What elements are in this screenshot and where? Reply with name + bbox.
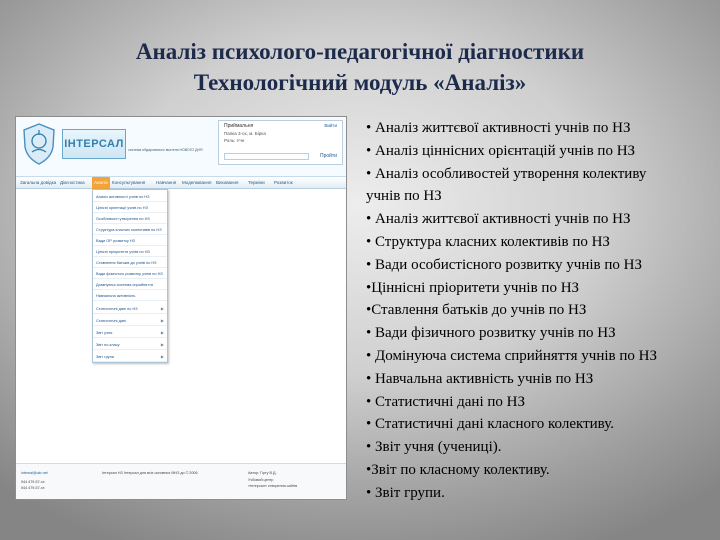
menu-item-consulting[interactable]: Консультування [112, 180, 146, 185]
dropdown-item[interactable] [93, 258, 167, 268]
dropdown-item-label: Вади фізичного розвитку учнів по НЗ [96, 271, 163, 276]
dropdown-item-label: Навчальна активність [96, 293, 136, 298]
menu-item-analysis[interactable]: Аналіз [92, 177, 110, 189]
dropdown-item-label: Звіт по класу [96, 342, 120, 347]
login-line-3: Роль: Учн [224, 138, 245, 143]
dropdown-item-label: Домінуюча система сприйняття [96, 282, 153, 287]
menu-item-modeling[interactable]: Моделювання [182, 180, 212, 185]
bullet-item: • Аналіз ціннісних орієнтацій учнів по НЗ [366, 142, 636, 159]
footer-copyright: Інтерсал НЗ Інтерсал для всіх основних МНЗ до © 2006 [102, 471, 198, 475]
menu-item-terms[interactable]: Терміни [248, 180, 265, 185]
menu-item-upbringing[interactable]: Виховання [216, 180, 239, 185]
footer-email-link[interactable]: intersal@ukr.net [21, 471, 48, 475]
login-user-title: Приймальня [224, 123, 254, 129]
dropdown-item-label: Цінісні пріоритети учнів по НЗ [96, 249, 150, 254]
main-menu [16, 177, 347, 189]
footer-author-org: Учбовий центр [248, 478, 274, 482]
bullet-item: • Вади особистісного розвитку учнів по НЗ [366, 256, 642, 273]
login-submit-link[interactable]: Пройти [319, 153, 337, 159]
chevron-right-icon: ▶ [160, 318, 164, 323]
dropdown-item[interactable] [93, 236, 167, 246]
bullet-item: • Звіт групи. [366, 484, 445, 501]
login-panel [218, 120, 343, 165]
logo-text: ІНТЕРСАЛ [62, 129, 126, 159]
dropdown-item[interactable] [93, 316, 167, 326]
menu-item-general[interactable]: Загальна довідка [20, 180, 57, 185]
slide-title-line1: Аналіз психолого-педагогічної діагностики [135, 39, 585, 64]
chevron-right-icon: ▶ [160, 306, 164, 311]
bullet-item: • Аналіз життєвої активності учнів по НЗ [366, 120, 631, 136]
bullet-item: • Звіт учня (учениці). [366, 439, 502, 456]
bullet-item: • Статистичні дані класного колективу. [366, 416, 614, 433]
chevron-right-icon: ▶ [160, 330, 164, 335]
dropdown-item[interactable] [93, 214, 167, 224]
analysis-bullet-list [366, 117, 710, 505]
bullet-item: • Аналіз життєвої активності учнів по НЗ [366, 211, 631, 228]
site-header [16, 117, 347, 177]
footer-phone-1: 044 479-57-xx [21, 480, 45, 484]
dropdown-item[interactable] [93, 203, 167, 213]
dropdown-item[interactable] [93, 225, 167, 235]
dropdown-item[interactable] [93, 247, 167, 257]
bullet-item: • Статистичні дані по НЗ [366, 393, 525, 410]
dropdown-item[interactable] [93, 328, 167, 338]
bullet-item: • Структура класних колективів по НЗ [366, 233, 610, 250]
dropdown-item[interactable] [93, 304, 167, 314]
dropdown-item-label: Вади ОР розвитку НЗ [96, 238, 136, 243]
bullet-item: •Звіт по класному колективу. [366, 461, 550, 478]
login-line-2: Папка 3-ох, м. Бірка [224, 131, 266, 136]
slide-title-line2: Технологічний модуль «Аналіз» [193, 70, 527, 95]
dropdown-item-label: Ставлення батьків до учнів по НЗ [96, 260, 157, 265]
dropdown-item[interactable] [93, 352, 167, 362]
footer-phone-2: 044 479-57-xx [21, 486, 45, 490]
chevron-right-icon: ▶ [160, 354, 164, 359]
dropdown-item-label: Звіт групи [96, 354, 114, 359]
logo-emblem-icon [20, 121, 58, 167]
dropdown-item-label: Статистичні дані [96, 318, 127, 323]
site-footer [16, 463, 347, 500]
menu-item-diagnostics[interactable]: Діагностика [60, 180, 85, 185]
footer-author-org-2: «Інтерсал» створення сайтів [248, 484, 298, 488]
menu-item-learning[interactable]: Навчання [156, 180, 177, 185]
analysis-dropdown [92, 189, 168, 363]
dropdown-item[interactable] [93, 280, 167, 290]
dropdown-item[interactable] [93, 192, 167, 202]
bullet-item-continuation: учнів по НЗ [366, 188, 442, 205]
dropdown-item[interactable] [93, 291, 167, 301]
bullet-item: •Ціннісні пріоритети учнів по НЗ [366, 279, 580, 296]
bullet-item: • Навчальна активність учнів по НЗ [366, 370, 594, 387]
menu-item-development[interactable]: Розвиток [274, 180, 293, 185]
bullet-item: • Домінуюча система сприйняття учнів по НЗ [366, 347, 657, 364]
footer-author: Автор: Гірту В.Д. [248, 471, 277, 475]
slide-title [0, 36, 720, 98]
dropdown-item-label: Цінісні орієнтації учнів по НЗ [96, 205, 148, 210]
bullet-item: •Ставлення батьків до учнів по НЗ [366, 302, 587, 319]
dropdown-item-label: Особливості утворення по НЗ [96, 216, 150, 221]
logo-slogan: система обдарованого вчителя НОВОГО ДНЯ [128, 148, 203, 152]
dropdown-item[interactable] [93, 269, 167, 279]
bullet-item: • Аналіз особливостей утворення колективу [366, 165, 647, 182]
dropdown-item-label: Звіт учня [96, 330, 113, 335]
dropdown-item-label: Аналіз активності учнів по НЗ [96, 194, 150, 199]
chevron-right-icon: ▶ [160, 342, 164, 347]
embedded-screenshot [15, 116, 347, 500]
dropdown-item-label: Статистичні дані по НЗ [96, 306, 138, 311]
login-input[interactable] [224, 153, 309, 160]
dropdown-item-label: Структура класних колективів по НЗ [96, 227, 162, 232]
bullet-item: • Вади фізичного розвитку учнів по НЗ [366, 325, 616, 342]
logout-link[interactable]: Вийти [324, 123, 337, 128]
dropdown-item[interactable] [93, 340, 167, 350]
